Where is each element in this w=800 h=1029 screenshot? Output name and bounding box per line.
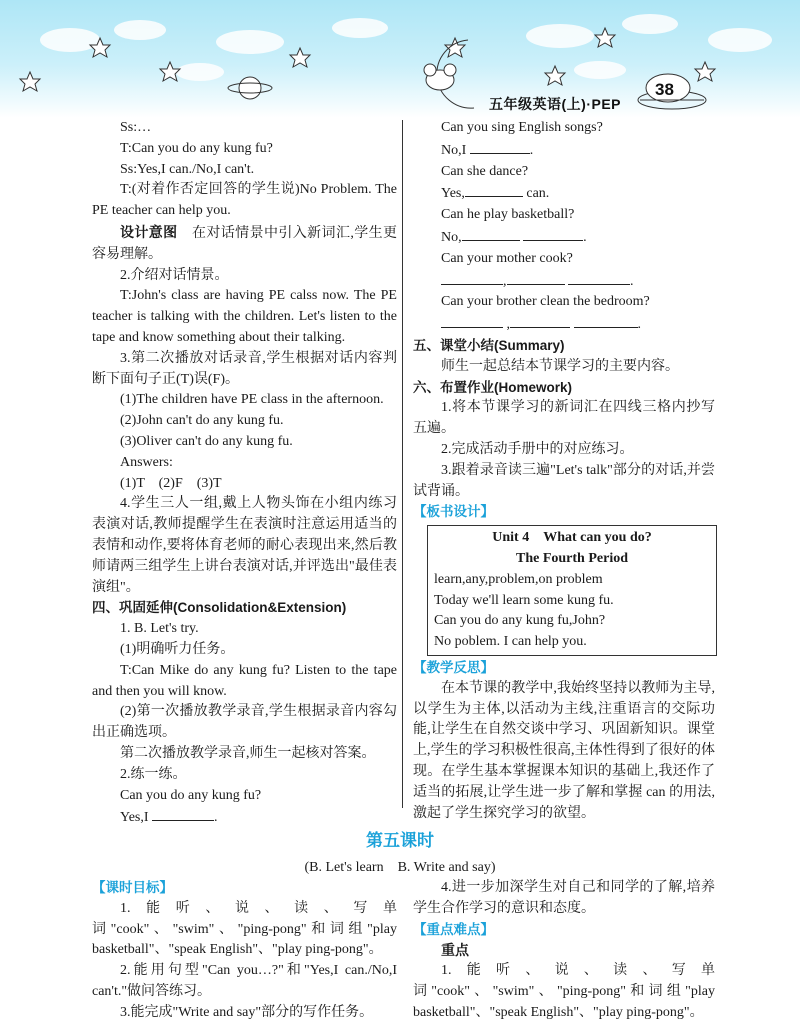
goal-item: 2.能用句型"Can you…?"和"Yes,I can./No,I can't."做问答练习。	[92, 963, 397, 999]
design-intent	[92, 222, 397, 266]
homework-item: 1.将本节课学习的新词汇在四线三格内抄写五遍。	[413, 400, 715, 437]
exercise-text: No,I	[441, 142, 467, 158]
exercise-line	[413, 226, 715, 249]
right-column	[413, 118, 715, 824]
board-line: Can you do any kung fu,John?	[434, 613, 606, 629]
section-heading: 五、课堂小结(Summary)	[413, 337, 565, 353]
lesson-title: 第五课时	[366, 831, 434, 850]
section-heading: 四、巩固延伸(Consolidation&Extension)	[92, 600, 347, 616]
exercise-line: Can your mother cook?	[441, 250, 573, 266]
star-icon	[20, 72, 40, 91]
answer-blank[interactable]	[152, 806, 214, 821]
answers-label: Answers:	[120, 454, 173, 470]
answer-blank[interactable]	[574, 313, 638, 328]
board-line: No poblem. I can help you.	[434, 634, 587, 650]
answer-blank[interactable]	[470, 139, 530, 154]
section-heading: 六、布置作业(Homework)	[413, 379, 573, 395]
exercise-line	[413, 182, 715, 205]
book-title: 五年级英语(上)·PEP	[489, 96, 621, 112]
reflection-text: 在本节课的教学中,我始终坚持以教师为主导,以学生为主体,以活动为主线,注重语言的交际功能,让学生在自然交谈中学习、巩固新知识。课堂上,学生的学习积极性很高,主体性得到了很好的体现。在学生基本掌握课本知识的基础上,我还作了适当的拓展,让学生进一步了解和掌握 can 的用法,激起了学生探究学习的欲望。	[413, 680, 715, 821]
lesson-subtitle: (B. Let's learn B. Write and say)	[304, 860, 496, 875]
answers: (1)T (2)F (3)T	[120, 475, 222, 491]
goal-item: 3.能完成"Write and say"部分的写作任务。	[120, 1004, 374, 1020]
star-icon	[160, 62, 180, 81]
summary-text: 师生一起总结本节课学习的主要内容。	[441, 358, 679, 374]
step-text: 3.第二次播放对话录音,学生根据对话内容判断下面句子正(T)误(F)。	[92, 350, 397, 387]
period: .	[630, 273, 634, 289]
star-icon	[695, 62, 715, 81]
exercise-text: Yes,	[441, 186, 465, 202]
step-text: T:Can Mike do any kung fu? Listen to the tape and then you will know.	[92, 662, 397, 699]
column-divider	[402, 120, 403, 808]
exercise-line: Can he play basketball?	[441, 207, 575, 223]
answer-blank[interactable]	[510, 313, 570, 328]
header-banner	[0, 0, 800, 118]
question: (3)Oliver can't do any kung fu.	[120, 433, 293, 449]
step-text: 第二次播放教学录音,师生一起核对答案。	[120, 745, 376, 761]
exercise-line	[413, 139, 715, 162]
left-column	[92, 118, 397, 829]
answer-blank[interactable]	[441, 313, 503, 328]
comma: ,	[506, 317, 510, 333]
exercise-line: Can you do any kung fu?	[120, 787, 262, 803]
dialog-line: Ss:…	[120, 120, 152, 135]
board-design-tag: 【板书设计】	[413, 504, 494, 520]
moon-icon	[424, 40, 474, 108]
board-title: Unit 4 What can you do?	[492, 530, 652, 546]
question: (2)John can't do any kung fu.	[120, 413, 284, 429]
board-line: Today we'll learn some kung fu.	[434, 592, 614, 608]
exercise-line	[413, 270, 715, 293]
homework-item: 2.完成活动手册中的对应练习。	[441, 441, 634, 457]
star-icon	[290, 48, 310, 67]
comma: ,	[503, 273, 507, 289]
answer-blank[interactable]	[465, 182, 523, 197]
page-number: 38	[655, 80, 674, 99]
goal-tag: 【课时目标】	[92, 880, 173, 895]
design-text: 在对话情景中引入新词汇,学生更容易理解。	[92, 225, 398, 262]
dialog-line: Ss:Yes,I can./No,I can't.	[120, 161, 255, 177]
step-text: 2.练一练。	[120, 766, 187, 782]
homework-item: 3.跟着录音读三遍"Let's talk"部分的对话,并尝试背诵。	[413, 462, 715, 499]
answer-blank[interactable]	[462, 226, 520, 241]
answer-blank[interactable]	[523, 226, 583, 241]
goal-item: 4.进一步加深学生对自己和同学的了解,培养学生合作学习的意识和态度。	[413, 880, 715, 916]
step-text: 4.学生三人一组,戴上人物头饰在小组内练习表演对话,教师提醒学生在表演时注意运用适当的表情和动作,要将体育老师的耐心表现出来,然后教师请两三组学生上讲台表演对话,并评选出"最佳表演组"。	[92, 496, 397, 595]
key-tag: 【重点难点】	[413, 921, 494, 937]
exercise-line: Can you sing English songs?	[441, 120, 603, 135]
board-design-box	[427, 525, 717, 656]
exercise-line	[413, 313, 715, 336]
star-icon	[545, 66, 565, 85]
exercise-text: can.	[526, 186, 550, 202]
exercise-text: Yes,I	[120, 810, 149, 826]
lesson-right-column	[413, 878, 715, 1024]
exercise-line: Can your brother clean the bedroom?	[441, 294, 650, 310]
exercise-text: No,	[441, 229, 462, 245]
period: .	[583, 229, 587, 245]
banner-decoration	[0, 0, 800, 118]
period: .	[637, 317, 641, 333]
lesson-left-column	[92, 878, 397, 1024]
board-line: learn,any,problem,on problem	[434, 571, 603, 587]
board-subtitle: The Fourth Period	[516, 550, 628, 566]
exercise-line: Can she dance?	[441, 163, 529, 179]
period: .	[214, 810, 218, 826]
star-icon	[595, 28, 615, 47]
dialog-line: T:(对着作否定回答的学生说)No Problem. The PE teacher can help you.	[92, 182, 397, 219]
question: (1)The children have PE class in the afternoon.	[120, 392, 384, 408]
step-text: (1)明确听力任务。	[120, 641, 235, 657]
step-text: (2)第一次播放教学录音,学生根据录音内容勾出正确选项。	[92, 704, 397, 741]
dialog-line: T:Can you do any kung fu?	[120, 140, 273, 156]
answer-blank[interactable]	[568, 270, 630, 285]
goal-item: 1.能听、说、读、写单词"cook"、"swim"、"ping-pong"和词组"play basketball"、"speak English"、"play ping-pong"。	[92, 900, 397, 958]
step-text: 2.介绍对话情景。	[120, 267, 229, 283]
step-text: T:John's class are having PE calss now. The PE teacher is talking with the children. Let's listen to the tape and know something about their talking.	[92, 288, 397, 345]
answer-blank[interactable]	[507, 270, 565, 285]
key-label: 重点	[441, 942, 469, 959]
key-item: 1.能听、说、读、写单词"cook"、"swim"、"ping-pong"和词组"play basketball"、"speak English"、"play ping-pong"。	[413, 963, 715, 1020]
step-text: 1. B. Let's try.	[120, 621, 199, 637]
answer-blank[interactable]	[441, 270, 503, 285]
planet-icon	[228, 77, 272, 99]
reflection-tag: 【教学反思】	[413, 659, 494, 675]
design-label: 设计意图	[120, 223, 178, 240]
period: .	[529, 142, 534, 158]
